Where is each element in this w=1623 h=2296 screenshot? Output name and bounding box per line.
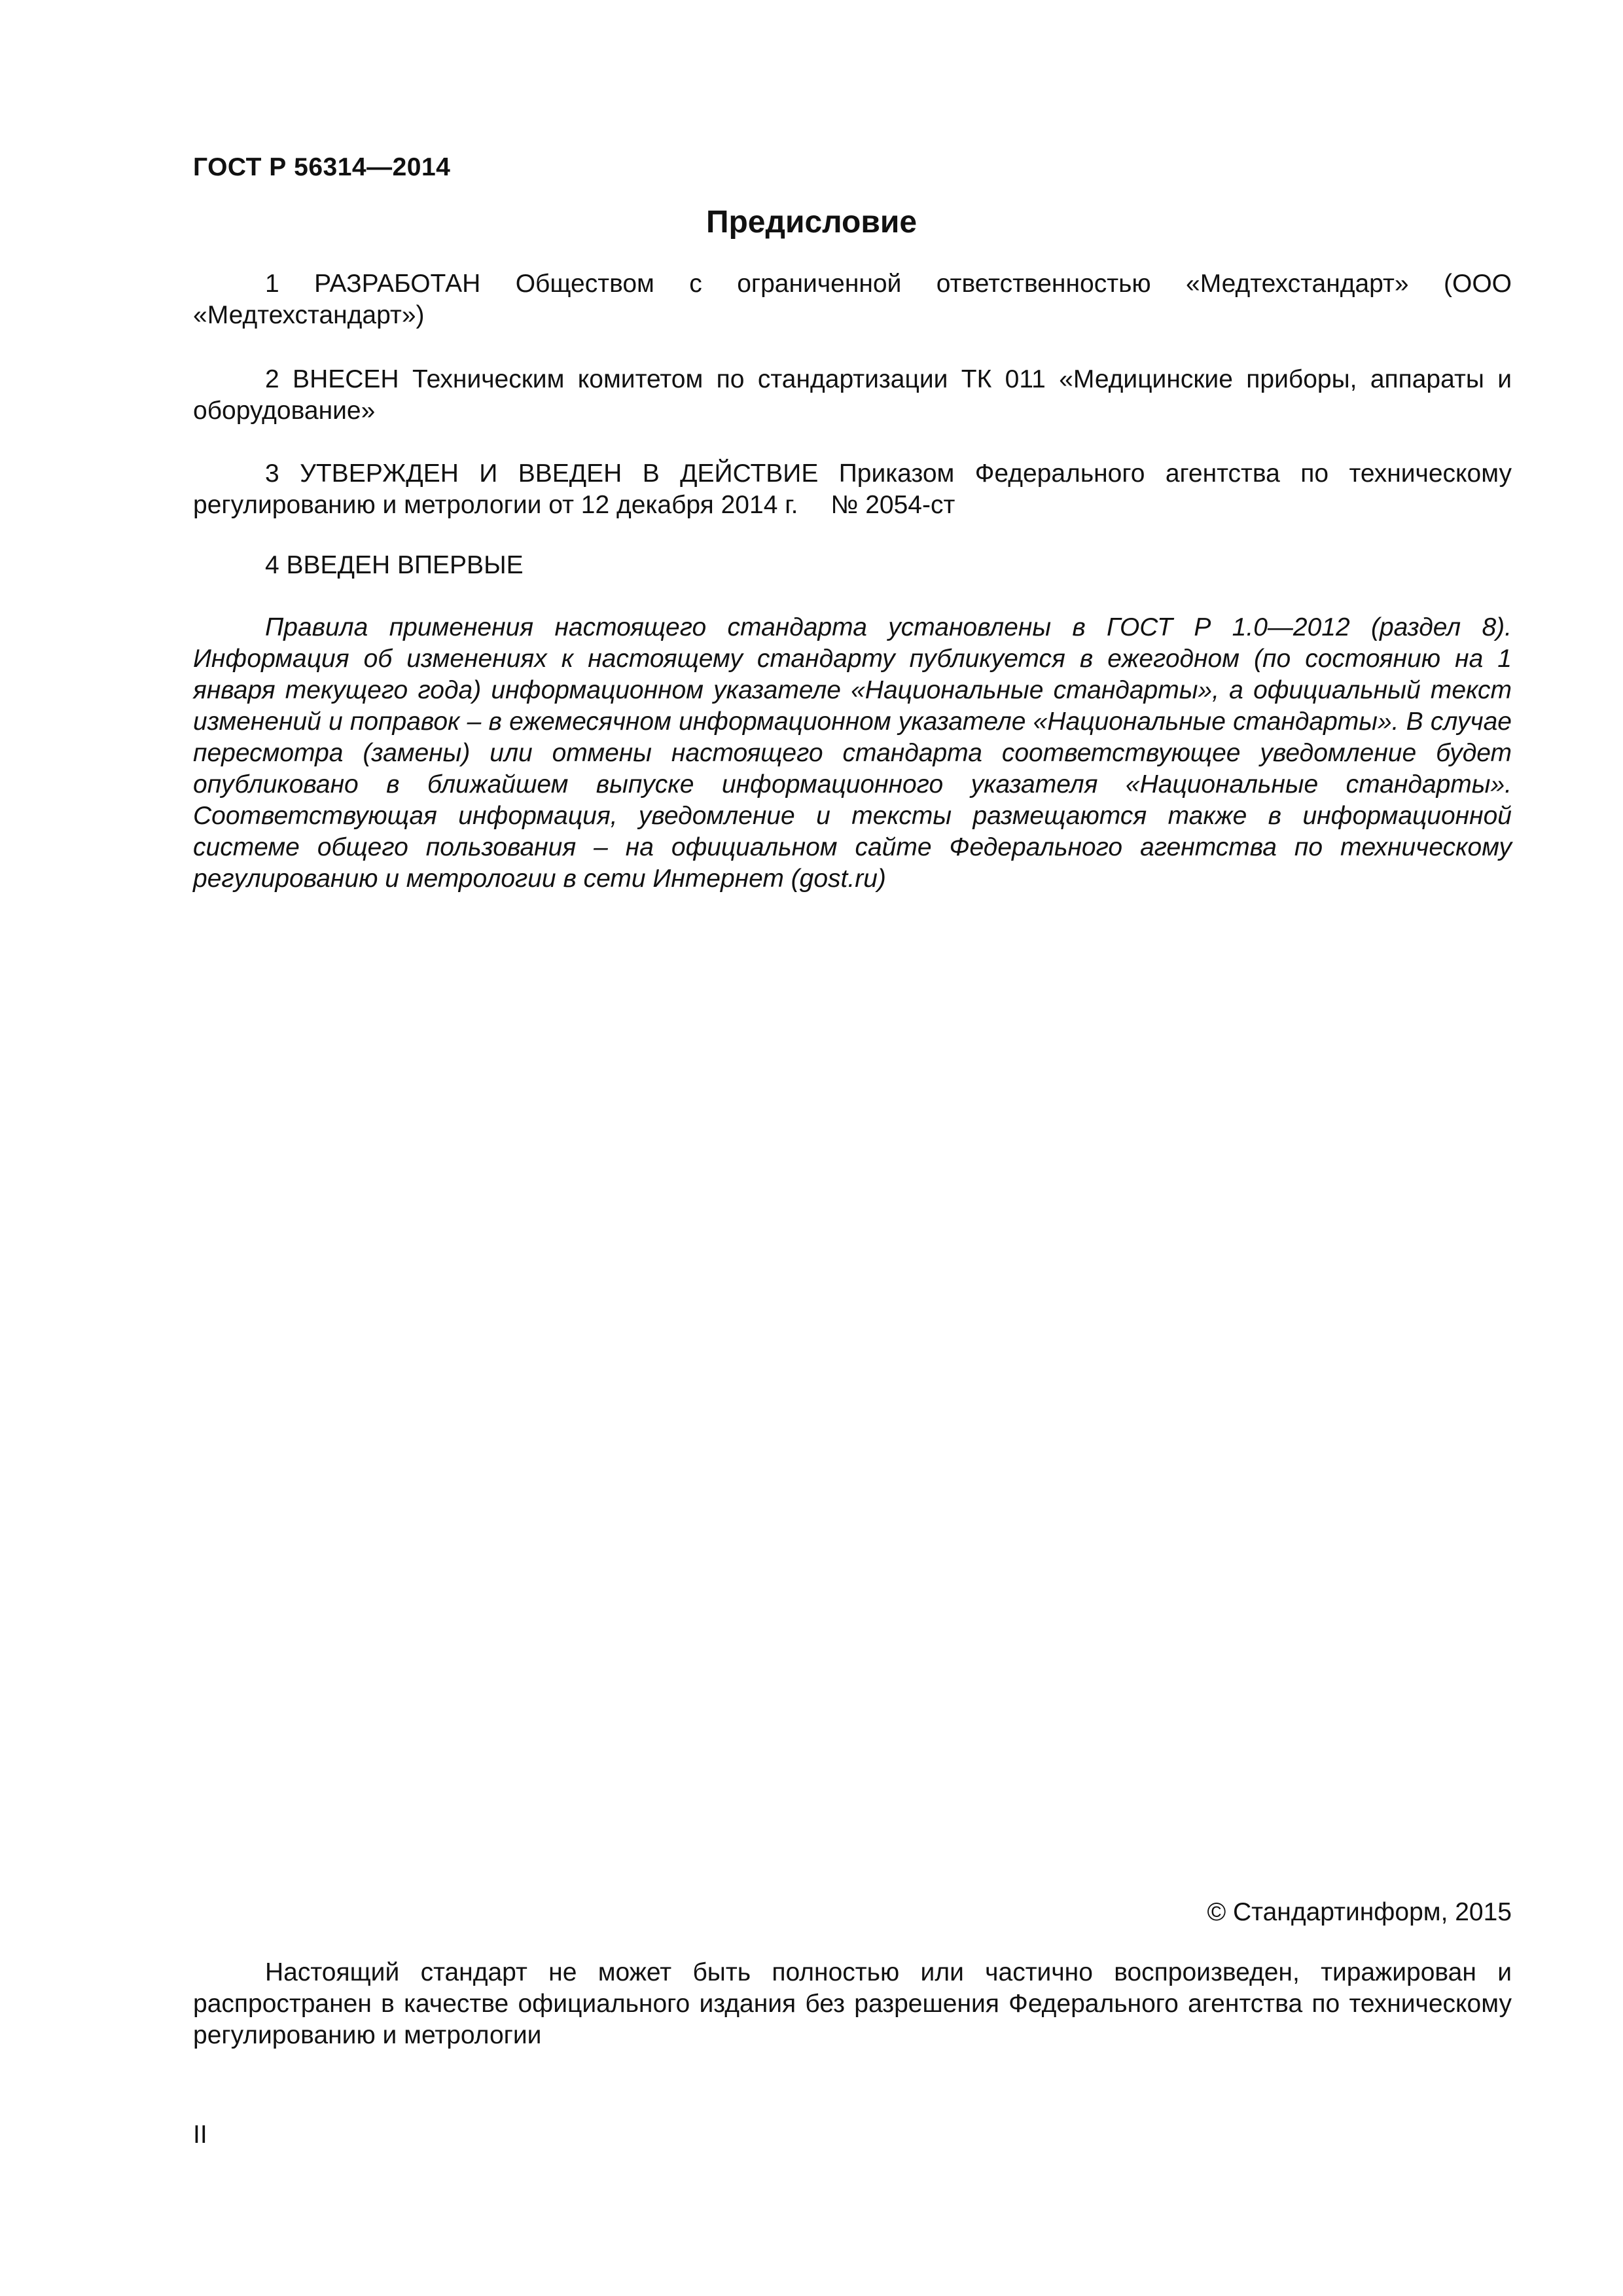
order-number: № 2054-ст	[830, 491, 955, 519]
reproduction-notice: Настоящий стандарт не может быть полностью или частично воспроизведен, тиражирован и распространен в качестве официального издания без разрешения Федерального агентства по техническому регулированию и метрологии	[193, 1958, 1512, 2049]
paragraph-application-rules: Правила применения настоящего стандарта установлены в ГОСТ Р 1.0—2012 (раздел 8). Информация об изменениях к настоящему стандарту публикуется в ежегодном (по состоянию на 1 января текущего года) информационном указателе «Национальные стандарты», а официальный текст изменений и поправок – в ежемесячном информационном указателе «Национальные стандарты». В случае пересмотра (замены) или отмены настоящего стандарта соответствующее уведомление будет опубликовано в ближайшем выпуске информационного указателя «Национальные стандарты». Соответствующая информация, уведомление и тексты размещаются также в информационной системе общего пользования – на официальном сайте Федерального агентства по техническому регулированию и метрологии в сети Интернет (gost.ru)	[193, 613, 1512, 893]
approval-text: 3 УТВЕРЖДЕН И ВВЕДЕН В ДЕЙСТВИЕ Приказом Федерального агентства по техническому регулированию и метрологии от 12 декабря 2014 г.	[193, 459, 1512, 519]
page-number: II	[193, 2121, 207, 2149]
copyright-notice: © Стандартинформ, 2015	[1207, 1898, 1512, 1926]
paragraph-approved	[193, 458, 1512, 521]
document-header: ГОСТ Р 56314—2014	[193, 153, 451, 181]
paragraph-first-introduced: 4 ВВЕДЕН ВПЕРВЫЕ	[265, 551, 524, 579]
paragraph-developer: 1 РАЗРАБОТАН Обществом с ограниченной ответственностью «Медтехстандарт» (ООО «Медтехстандарт»)	[193, 270, 1512, 329]
page-title: Предисловие	[705, 205, 918, 240]
paragraph-introduced-by: 2 ВНЕСЕН Техническим комитетом по стандартизации ТК 011 «Медицинские приборы, аппараты и оборудование»	[193, 365, 1512, 425]
